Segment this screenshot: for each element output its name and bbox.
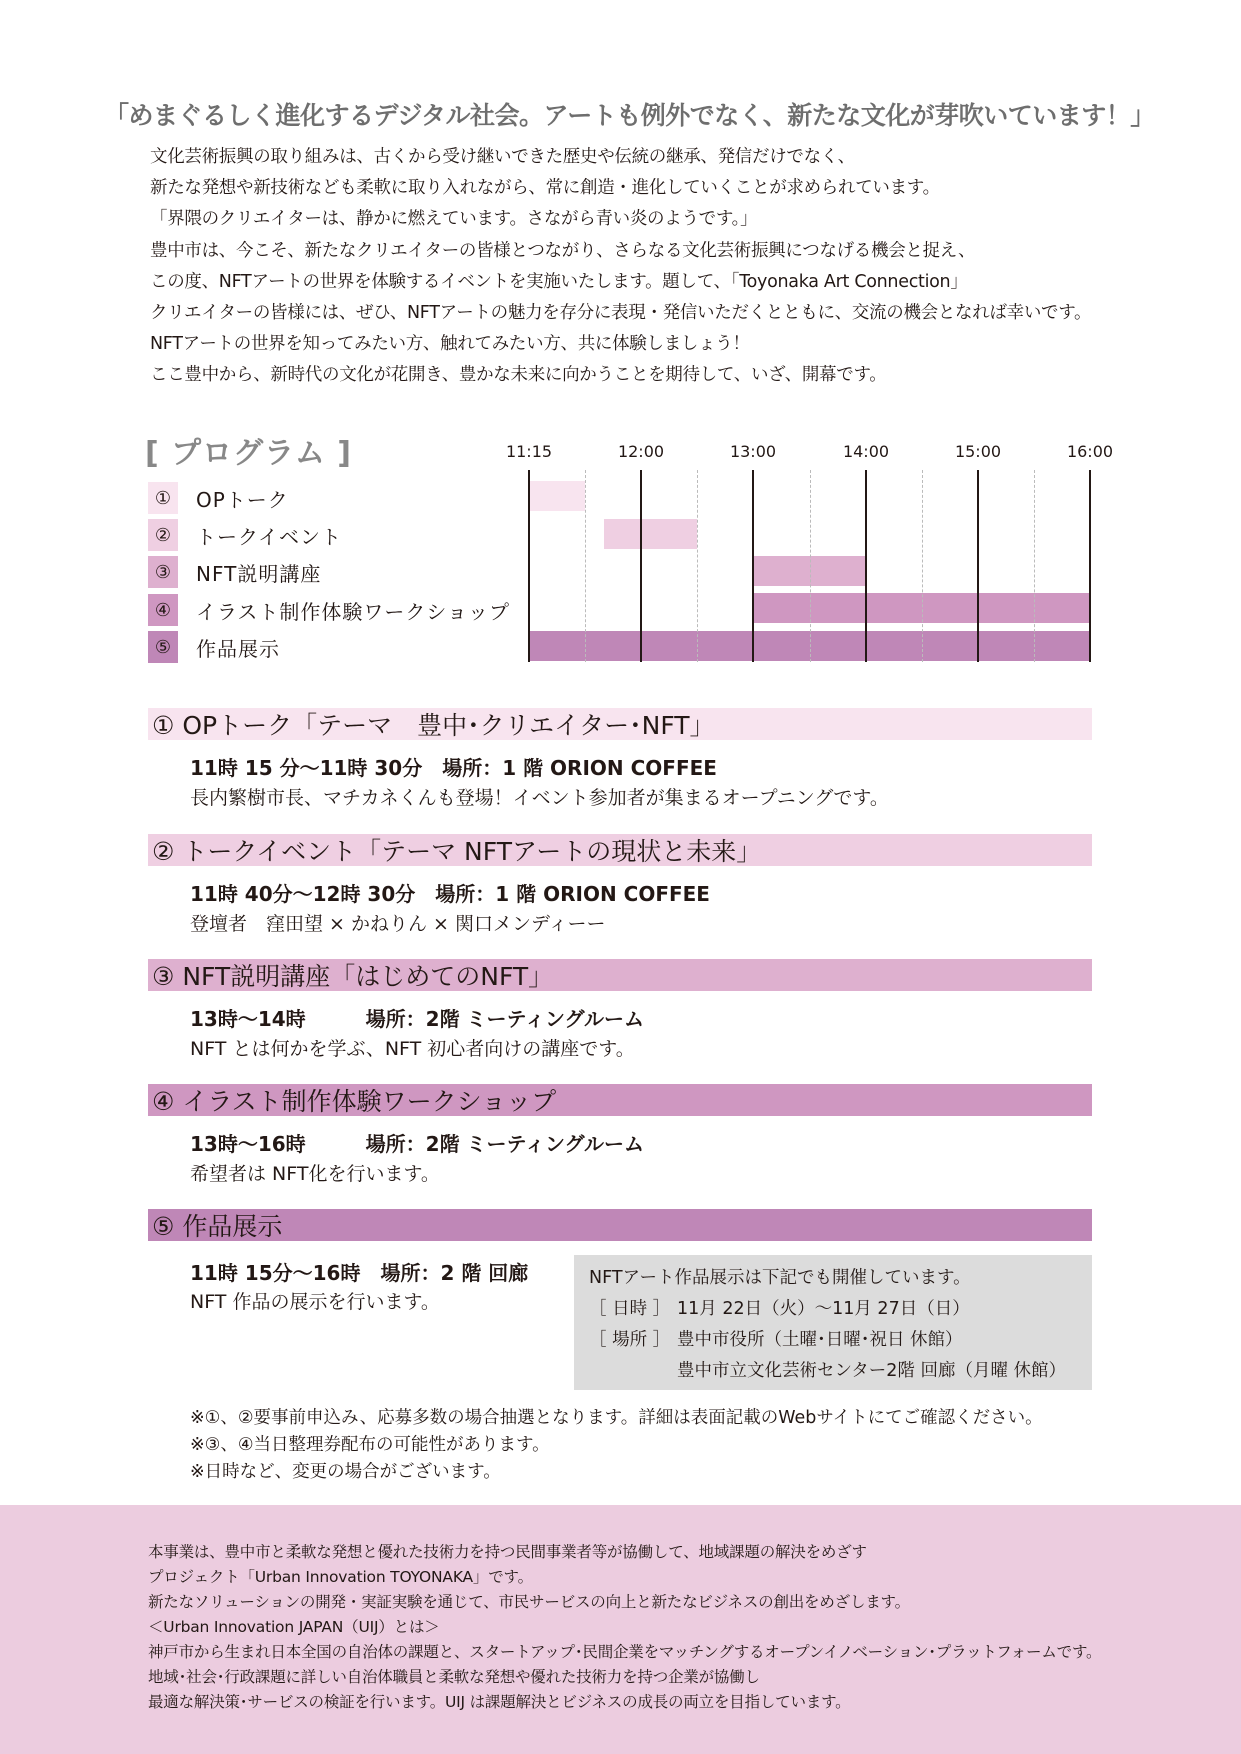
- time-label: 15:00: [954, 442, 1002, 461]
- intro-line: NFTアートの世界を知ってみたい方、触れてみたい方、共に体験しましょう！: [150, 334, 750, 355]
- section-schedule: 11時 15 分〜11時 30分 場所：1 階 ORION COFFEE: [190, 756, 717, 780]
- info-date-value: 11月 22日（火）〜11月 27日（日）: [677, 1299, 970, 1319]
- section-title: ② トークイベント「テーマ NFTアートの現状と未来」: [152, 837, 762, 866]
- footer-panel: [0, 1505, 1241, 1754]
- time-line: [528, 470, 530, 662]
- time-label: 11:15: [505, 442, 553, 461]
- intro-line: クリエイターの皆様には、ぜひ、NFTアートの魅力を存分に表現・発信いただくとともに、交流の機会となれば幸いです。: [150, 303, 1092, 324]
- legend-label: 作品展示: [196, 636, 280, 661]
- time-label: 14:00: [842, 442, 890, 461]
- headline: 「めまぐるしく進化するデジタル社会。アートも例外でなく、新たな文化が芽吹いています！」: [104, 101, 1155, 130]
- section-title: ③ NFT説明講座「はじめてのNFT」: [152, 962, 554, 991]
- note: ※日時など、変更の場合がございます。: [190, 1462, 501, 1482]
- legend-label: OPトーク: [196, 487, 289, 512]
- section-description: 登壇者 窪田望 × かねりん × 関口メンディーー: [190, 913, 606, 935]
- note: ※①、②要事前申込み、応募多数の場合抽選となります。詳細は表面記載のWebサイトにてご確認ください。: [190, 1408, 1043, 1428]
- grid-line: [810, 470, 811, 662]
- section-title: ④ イラスト制作体験ワークショップ: [152, 1087, 557, 1116]
- footer-line: ＜Urban Innovation JAPAN（UIJ）とは＞: [148, 1618, 440, 1636]
- intro-line: 文化芸術振興の取り組みは、古くから受け継いできた歴史や伝統の継承、発信だけでなく、: [150, 147, 855, 167]
- time-label: 16:00: [1066, 442, 1114, 461]
- section-header-op-talk: [148, 708, 1092, 740]
- exhibition-info-box: [574, 1255, 1092, 1390]
- section-schedule: 11時 15分〜16時 場所：2 階 回廊: [190, 1261, 529, 1285]
- time-label: 13:00: [729, 442, 777, 461]
- legend-number: ⑤: [148, 631, 178, 663]
- intro-line: 豊中市は、今こそ、新たなクリエイターの皆様とつながり、さらなる文化芸術振興につなげる機会と捉え、: [150, 240, 976, 261]
- section-header-talk-event: [148, 834, 1092, 866]
- section-description: 希望者は NFT化を行います。: [190, 1163, 440, 1185]
- info-place-label: ［ 場所 ］: [589, 1330, 671, 1350]
- intro-text: [150, 142, 1150, 392]
- info-date-label: ［ 日時 ］: [589, 1299, 671, 1319]
- intro-line: ここ豊中から、新時代の文化が花開き、豊かな未来に向かうことを期待して、いざ、開幕です。: [150, 365, 887, 386]
- section-description: NFT とは何かを学ぶ、NFT 初心者向けの講座です。: [190, 1038, 635, 1060]
- time-line: [865, 470, 867, 662]
- section-title: ① OPトーク「テーマ 豊中･クリエイター･NFT」: [152, 711, 715, 740]
- grid-line: [1034, 470, 1035, 662]
- legend-number: ③: [148, 556, 178, 588]
- grid-line: [922, 470, 923, 662]
- section-header-exhibition: [148, 1209, 1092, 1241]
- intro-line: 新たな発想や新技術なども柔軟に取り入れながら、常に創造・進化していくことが求められています。: [150, 178, 940, 199]
- legend-number: ②: [148, 519, 178, 551]
- section-title: ⑤ 作品展示: [152, 1212, 283, 1241]
- section-description: NFT 作品の展示を行います。: [190, 1291, 440, 1313]
- time-label: 12:00: [617, 442, 665, 461]
- legend-number: ①: [148, 482, 178, 514]
- legend-item-op-talk: [148, 482, 289, 514]
- intro-line: この度、NFTアートの世界を体験するイベントを実施いたします。題して、「Toyonaka Art Connection」: [150, 271, 968, 292]
- info-intro: NFTアート作品展示は下記でも開催しています。: [589, 1268, 971, 1288]
- legend-label: トークイベント: [196, 524, 342, 549]
- grid-line: [585, 470, 586, 662]
- info-place-value: 豊中市立文化芸術センター2階 回廊（月曜 休館）: [677, 1361, 1067, 1381]
- schedule-bar-op-talk: [529, 481, 585, 511]
- program-title: [ プログラム ]: [145, 436, 353, 471]
- section-header-workshop: [148, 1084, 1092, 1116]
- section-schedule: 13時〜16時 場所：2階 ミーティングルーム: [190, 1132, 644, 1156]
- footer-line: 本事業は、豊中市と柔軟な発想と優れた技術力を持つ民間事業者等が協働して、地域課題の解決をめざす: [148, 1543, 867, 1561]
- legend-item-workshop: [148, 594, 510, 626]
- schedule-bar-talk-event: [604, 519, 697, 549]
- legend-label: イラスト制作体験ワークショップ: [196, 599, 510, 624]
- legend-item-nft-lecture: [148, 556, 321, 588]
- section-header-nft-lecture: [148, 959, 1092, 991]
- info-place-value: 豊中市役所（土曜･日曜･祝日 休館）: [677, 1330, 963, 1350]
- footer-line: 神戸市から生まれ日本全国の自治体の課題と、スタートアップ･民間企業をマッチングするオープンイノベーション･プラットフォームです。: [148, 1643, 1102, 1661]
- footer-line: 地域･社会･行政課題に詳しい自治体職員と柔軟な発想や優れた技術力を持つ企業が協働し: [148, 1668, 760, 1686]
- legend-number: ④: [148, 594, 178, 626]
- note: ※③、④当日整理券配布の可能性があります。: [190, 1435, 550, 1455]
- legend-item-talk-event: [148, 519, 342, 551]
- footer-line: 最適な解決策･サービスの検証を行います。UIJ は課題解決とビジネスの成長の両立を目指しています。: [148, 1693, 851, 1711]
- section-description: 長内繁樹市長、マチカネくんも登場！イベント参加者が集まるオープニングです。: [190, 787, 889, 809]
- footer-line: プロジェクト「Urban Innovation TOYONAKA」です。: [148, 1568, 533, 1586]
- grid-line: [697, 470, 698, 662]
- footer-line: 新たなソリューションの開発・実証実験を通じて、市民サービスの向上と新たなビジネスの創出をめざします。: [148, 1593, 910, 1611]
- legend-item-exhibition: [148, 631, 280, 663]
- intro-line: 「界隈のクリエイターは、静かに燃えています。さながら青い炎のようです。」: [150, 209, 758, 230]
- section-schedule: 11時 40分〜12時 30分 場所：1 階 ORION COFFEE: [190, 882, 710, 906]
- time-line: [752, 470, 754, 662]
- time-line: [1089, 470, 1091, 662]
- legend-label: NFT説明講座: [196, 561, 322, 586]
- time-line: [977, 470, 979, 662]
- time-line: [640, 470, 642, 662]
- section-schedule: 13時〜14時 場所：2階 ミーティングルーム: [190, 1007, 644, 1031]
